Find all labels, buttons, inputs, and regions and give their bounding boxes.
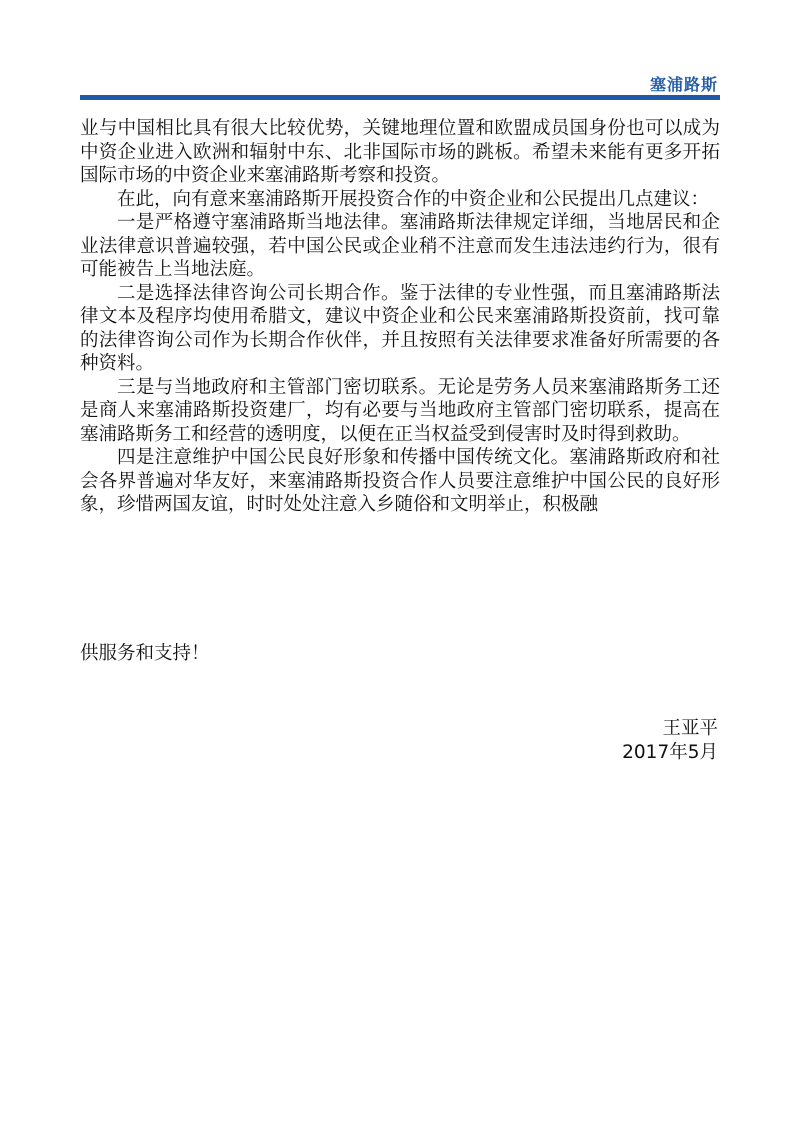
paragraph-intro-suggestions: 在此，向有意来塞浦路斯开展投资合作的中资企业和公民提出几点建议： — [117, 188, 710, 210]
paragraph-suggestion-4: 四是注意维护中国公民良好形象和传播中国传统文化。塞浦路斯政府和社会各界普遍对华友好，来塞浦路斯投资合作人员要注意维护中国公民的良好形象，珍惜两国友谊，时时处处注意入乡随俗和文明举止，积极融 — [80, 447, 720, 515]
paragraph-suggestion-3: 三是与当地政府和主管部门密切联系。无论是劳务人员来塞浦路斯务工还是商人来塞浦路斯投资建厂，均有必要与当地政府主管部门密切联系，提高在塞浦路斯务工和经营的透明度，以便在正当权益受到侵害时及时得到救助。 — [80, 376, 720, 445]
paragraph-continuation: 业与中国相比具有很大比较优势，关键地理位置和欧盟成员国身份也可以成为中资企业进入欧洲和辐射中东、北非国际市场的跳板。希望未来能有更多开拓国际市场的中资企业来塞浦路斯考察和投资。 — [80, 118, 720, 186]
signature-name: 王亚平 — [662, 718, 718, 739]
header-rule — [80, 95, 720, 100]
paragraph-suggestion-1: 一是严格遵守塞浦路斯当地法律。塞浦路斯法律规定详细，当地居民和企业法律意识普遍较强，若中国公民或企业稍不注意而发生违法违约行为，很有可能被告上当地法庭。 — [80, 212, 720, 280]
running-header-title: 塞浦路斯 — [649, 75, 718, 94]
signature-date: 2017年5月 — [622, 741, 718, 763]
signature-block — [622, 717, 718, 764]
paragraph-suggestion-2: 二是选择法律咨询公司长期合作。鉴于法律的专业性强，而且塞浦路斯法律文本及程序均使用希腊文，建议中资企业和公民来塞浦路斯投资前，找可靠的法律咨询公司作为长期合作伙伴，并且按照有关法律要求准备好所需要的各种资料。 — [80, 282, 720, 374]
letter-body — [80, 117, 720, 517]
closing-line: 供服务和支持！ — [80, 643, 210, 664]
